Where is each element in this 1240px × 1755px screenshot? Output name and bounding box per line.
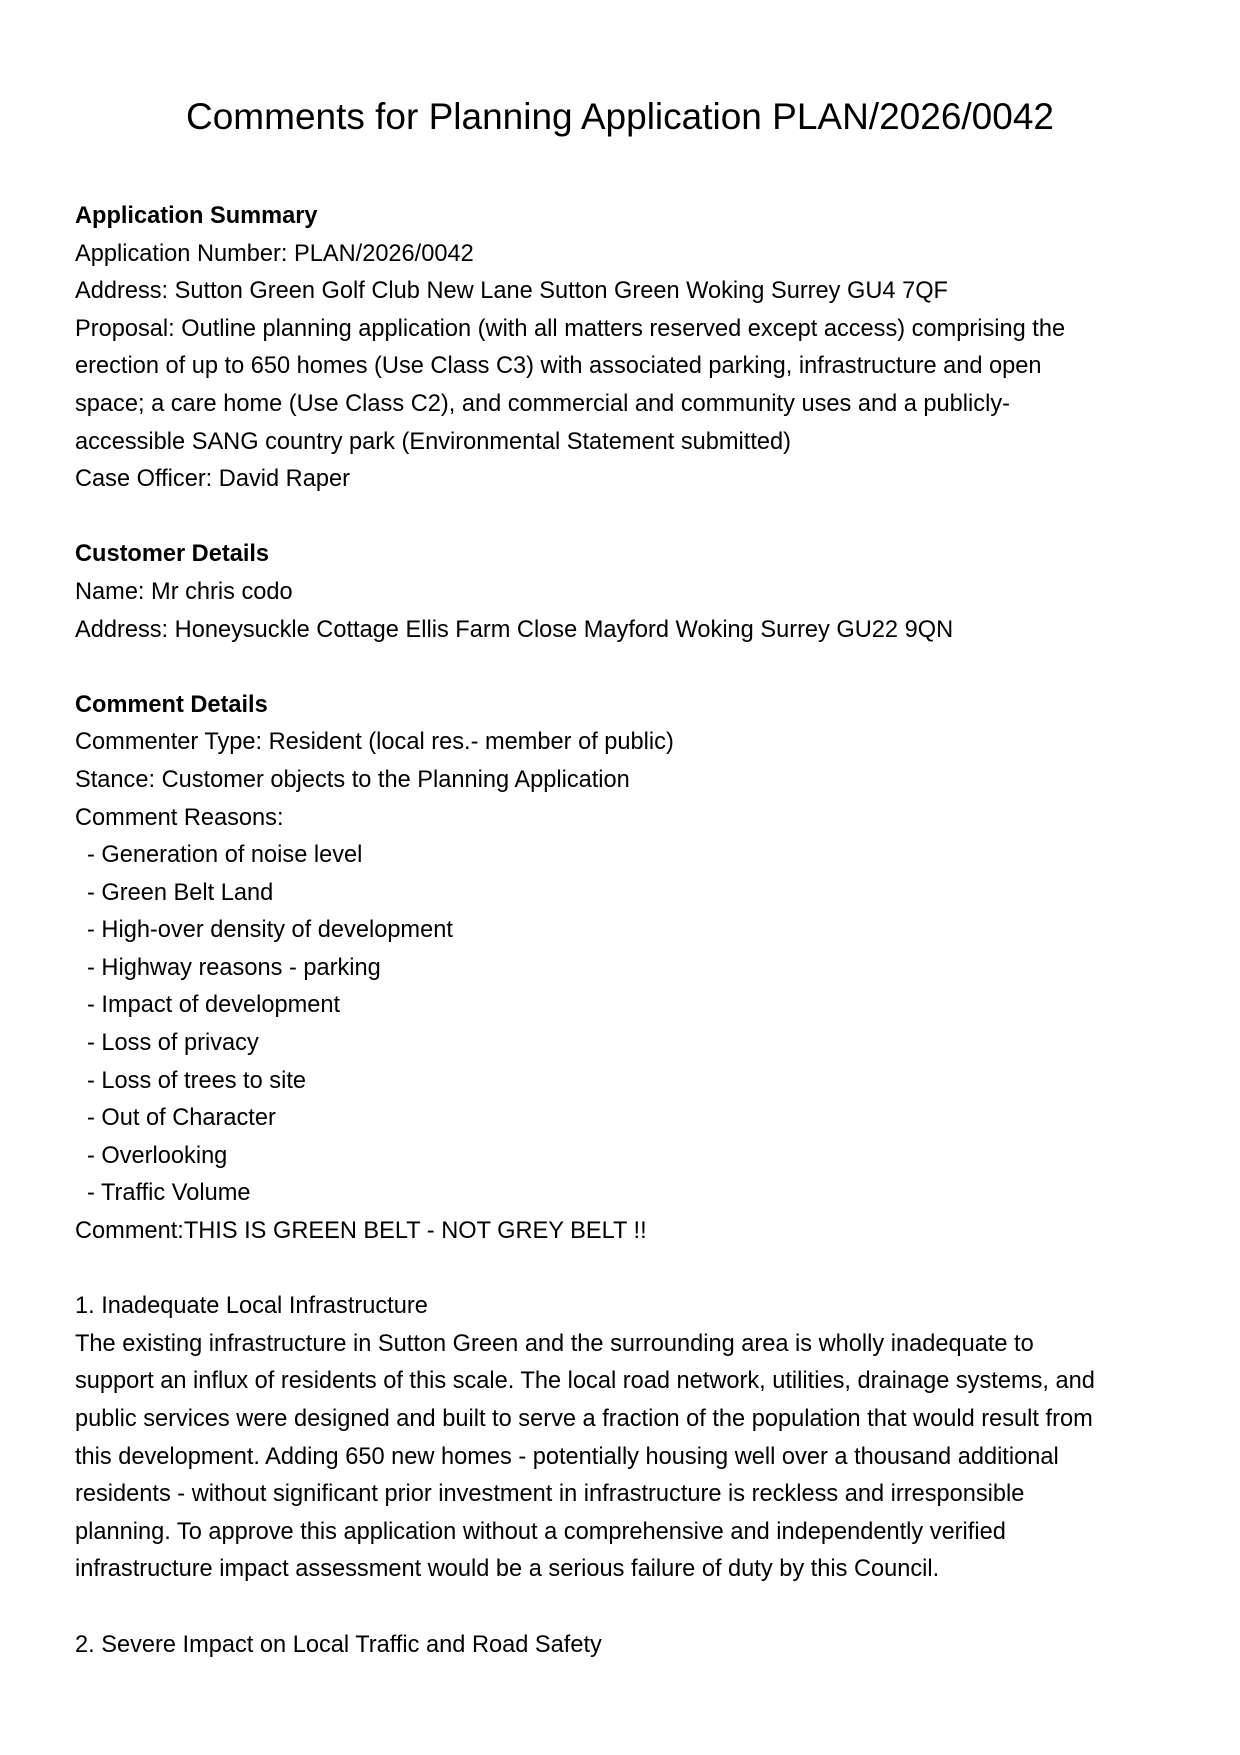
comment-reason-item: - Loss of privacy (87, 1030, 259, 1057)
application-summary-section (75, 198, 1175, 499)
commenter-type: Commenter Type: Resident (local res.- member of public) (75, 729, 674, 756)
comment-reason-item: - Generation of noise level (87, 842, 363, 869)
comment-details-heading: Comment Details (75, 691, 268, 718)
proposal-line: accessible SANG country park (Environmental Statement submitted) (75, 428, 791, 455)
section-body-line: public services were designed and built to serve a fraction of the population that would result from (75, 1406, 1093, 1432)
section-body-line: residents - without significant prior investment in infrastructure is reckless and irresponsible (75, 1481, 1025, 1508)
comment-reason-item: - Out of Character (87, 1105, 276, 1132)
spacer (75, 499, 1175, 537)
spacer (75, 649, 1175, 687)
proposal-line: erection of up to 650 homes (Use Class C3) with associated parking, infrastructure and open (75, 353, 1042, 380)
comment-reason-item: - High-over density of development (87, 917, 453, 944)
comment-reason-item: - Overlooking (87, 1142, 228, 1169)
section-body-line: planning. To approve this application without a comprehensive and independently verified (75, 1518, 1006, 1545)
comment-text: Comment:THIS IS GREEN BELT - NOT GREY BELT !! (75, 1218, 647, 1245)
application-number: Application Number: PLAN/2026/0042 (75, 240, 474, 267)
comment-reason-item: - Impact of development (87, 992, 341, 1019)
spacer (75, 1589, 1175, 1627)
section-body-line: The existing infrastructure in Sutton Green and the surrounding area is wholly inadequate to (75, 1330, 1034, 1357)
customer-details-heading: Customer Details (75, 541, 270, 568)
comment-reason-item: - Loss of trees to site (87, 1067, 306, 1094)
section-heading: 1. Inadequate Local Infrastructure (75, 1293, 428, 1320)
comment-reason-item: - Traffic Volume (87, 1180, 251, 1207)
customer-details-section (75, 536, 1175, 649)
comment-reason-item: - Highway reasons - parking (87, 954, 381, 981)
application-address: Address: Sutton Green Golf Club New Lane Sutton Green Woking Surrey GU4 7QF (75, 278, 948, 305)
section-infrastructure (75, 1288, 1175, 1589)
customer-name: Name: Mr chris codo (75, 578, 293, 605)
customer-address: Address: Honeysuckle Cottage Ellis Farm Close Mayford Woking Surrey GU22 9QN (75, 616, 954, 643)
proposal-line: Proposal: Outline planning application (with all matters reserved except access) comprising the (75, 315, 1066, 342)
comment-details-section (75, 687, 1175, 1251)
stance: Stance: Customer objects to the Planning Application (75, 766, 630, 793)
comment-reasons-label: Comment Reasons: (75, 804, 284, 831)
section-heading: 2. Severe Impact on Local Traffic and Road Safety (75, 1631, 602, 1658)
document-content (75, 198, 1175, 1664)
comment-reason-item: - Green Belt Land (87, 879, 274, 906)
section-traffic (75, 1627, 1175, 1665)
application-summary-heading: Application Summary (75, 203, 318, 229)
case-officer: Case Officer: David Raper (75, 466, 350, 493)
document-title: Comments for Planning Application PLAN/2026/0042 (186, 96, 1054, 137)
section-body-line: this development. Adding 650 new homes - potentially housing well over a thousand additional (75, 1443, 1059, 1470)
section-body-line: support an influx of residents of this scale. The local road network, utilities, drainage systems, and (75, 1368, 1095, 1395)
spacer (75, 1251, 1175, 1289)
proposal-line: space; a care home (Use Class C2), and commercial and community uses and a publicly- (75, 390, 1010, 417)
section-body-line: infrastructure impact assessment would be a serious failure of duty by this Council. (75, 1556, 940, 1583)
